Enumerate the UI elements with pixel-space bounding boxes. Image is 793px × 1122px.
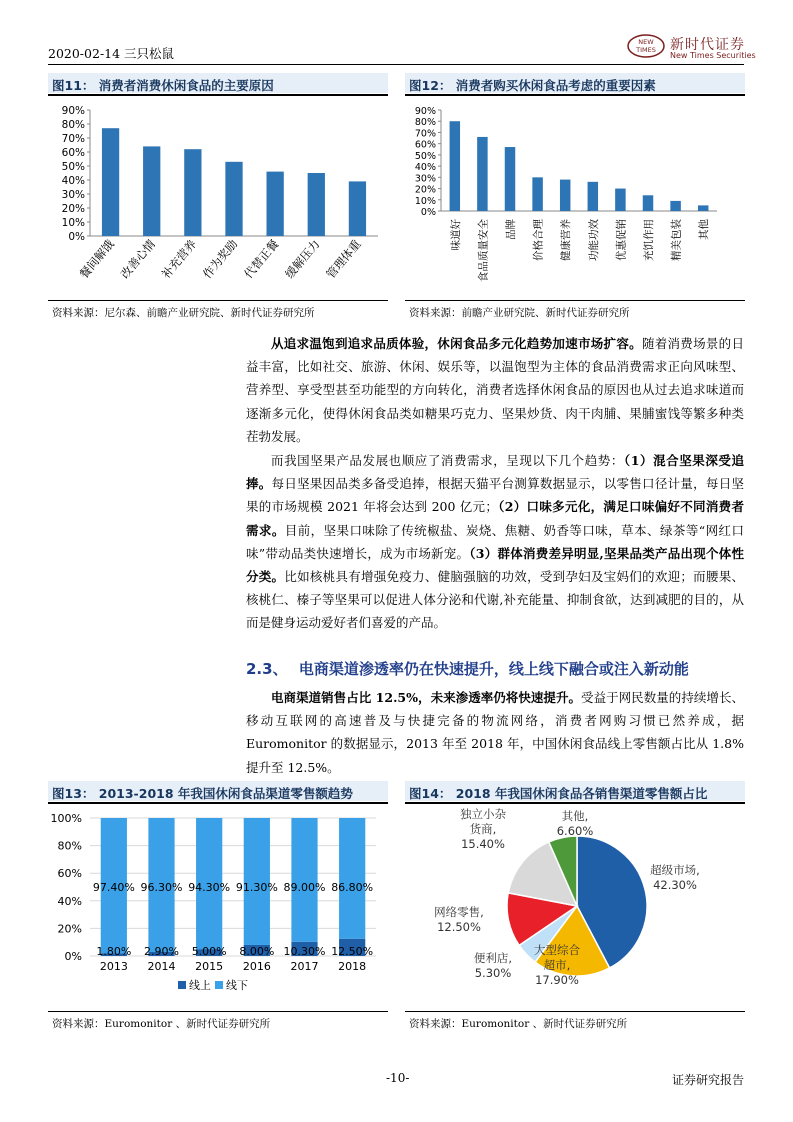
fig13-y-tick-label: 0%	[64, 950, 82, 963]
fig12-bar	[698, 205, 708, 211]
fig12-bar	[532, 177, 542, 211]
fig14-num: 图14：	[409, 786, 452, 801]
fig14-bottom-rule	[405, 1011, 745, 1012]
fig13-label-online: 5.00%	[191, 945, 227, 958]
fig12-bar	[560, 180, 570, 211]
fig14-slice-label: 便利店,	[473, 951, 513, 965]
fig13-label-online: 2.90%	[144, 945, 179, 958]
fig14-slice-label: 6.60%	[556, 824, 594, 838]
fig13-source: 资料来源：Euromonitor 、新时代证券研究所	[52, 1018, 271, 1030]
fig13-num: 图13：	[52, 786, 95, 801]
paragraph-3-bold: 电商渠道销售占比 12.5%，未来渗透率仍将快速提升。	[271, 690, 582, 705]
fig11-bar	[143, 146, 160, 236]
fig12-y-tick-label: 30%	[414, 173, 436, 185]
fig13-y-tick-label: 100%	[50, 812, 82, 825]
paragraph-3	[246, 686, 744, 779]
company-logo	[626, 33, 666, 59]
fig14-slice-label: 12.50%	[437, 920, 481, 934]
fig13-legend-label-online: 线上	[189, 979, 211, 992]
fig13-x-tick-label: 2013	[99, 960, 128, 973]
fig13-y-tick-label: 60%	[57, 867, 82, 881]
fig11-x-tick-label: 改善心情	[117, 236, 159, 282]
fig14-slice-label: 独立小杂	[460, 807, 506, 821]
fig14-slice-label: 17.90%	[535, 973, 579, 987]
fig12-y-tick-label: 70%	[414, 128, 436, 140]
paragraph-2-text-2: 每日坚果因品类多备受追捧，根据天猫平台测算数据显示，以零售口径计量，每日坚果的市场规模 2021 年将会达到 200 亿元；	[246, 476, 744, 515]
fig13-bottom-rule	[48, 1011, 388, 1012]
fig11-y-tick-label: 50%	[61, 161, 85, 173]
fig12-bar	[505, 147, 515, 211]
fig11-x-tick-label: 补充营养	[158, 236, 200, 282]
fig13-label-online: 8.00%	[239, 945, 275, 958]
fig11-y-tick-label: 70%	[61, 133, 85, 145]
fig13-label-online: 10.30%	[283, 945, 326, 958]
fig12-y-tick-label: 60%	[414, 139, 436, 151]
fig14-slice-label: 网络零售,	[434, 905, 484, 919]
fig12-x-tick-label: 品牌	[505, 219, 517, 240]
fig12-y-tick-label: 80%	[414, 117, 436, 129]
fig11-y-tick-label: 40%	[61, 175, 85, 187]
fig14-slice-label: 15.40%	[461, 837, 505, 851]
fig13-label-offline: 89.00%	[283, 881, 326, 894]
fig11-num: 图11：	[52, 78, 95, 93]
fig11-bar	[267, 172, 284, 236]
paragraph-2-text-4: 比如核桃具有增强免疫力、健脑强脑的功效，受到孕妇及宝妈们的欢迎；而腰果、核桃仁、榛子等坚果可以促进人体分泌和代谢,补充能量、抑制食欲，达到减肥的目的，从而是健身运动爱好者们喜爱的产品。	[246, 569, 744, 631]
fig11-bar	[308, 173, 325, 236]
fig13-x-tick-label: 2015	[195, 960, 224, 973]
fig11-y-tick-label: 80%	[61, 119, 85, 131]
fig13-x-tick-label: 2017	[290, 960, 319, 973]
fig13-x-tick-label: 2016	[242, 960, 271, 973]
logo-text-2: TIMES	[636, 46, 656, 54]
fig11-source: 资料来源：尼尔森、前瞻产业研究院、新时代证券研究所	[52, 307, 315, 319]
fig11-bar	[184, 149, 201, 236]
fig13-chart	[48, 804, 388, 1008]
section-heading	[246, 658, 689, 679]
fig12-title	[409, 76, 656, 94]
paragraph-2	[246, 449, 744, 635]
footer-report-label: 证券研究报告	[672, 1073, 745, 1087]
fig11-y-tick-label: 0%	[68, 231, 85, 243]
fig12-bar	[450, 121, 460, 211]
fig11-title-text: 消费者消费休闲食品的主要原因	[98, 78, 274, 93]
fig13-bar-offline	[339, 818, 365, 939]
fig13-label-online: 1.80%	[96, 945, 132, 958]
fig13-x-tick-label: 2014	[147, 960, 176, 973]
fig11-bar	[349, 181, 366, 236]
brand-name-en: New Times Securities	[670, 51, 756, 60]
paragraph-2-text-1: 而我国坚果产品发展也顺应了消费需求，呈现以下几个趋势：	[271, 453, 624, 468]
fig11-x-tick-label: 管理体重	[323, 236, 364, 282]
fig12-x-tick-label: 优惠促销	[615, 219, 628, 261]
fig14-title	[409, 784, 707, 802]
paragraph-2-bold-3: （3）群体消费差异明显,坚果品类产品出现个体性分类。	[246, 545, 744, 585]
fig12-y-tick-label: 0%	[420, 207, 436, 218]
brand-name-cn: 新时代证券	[670, 37, 745, 53]
fig11-x-tick-label: 作为奖励	[200, 236, 241, 282]
fig11-bar	[225, 162, 242, 236]
fig11-x-tick-label: 代替正餐	[241, 236, 282, 282]
fig13-title	[52, 784, 353, 802]
fig12-x-tick-label: 味道好	[449, 219, 462, 251]
header-rule	[48, 64, 744, 65]
fig13-title-text: 2013-2018 年我国休闲食品渠道零售额趋势	[98, 786, 353, 801]
fig12-x-tick-label: 充饥作用	[643, 219, 655, 261]
fig13-legend-swatch-offline	[215, 981, 223, 989]
fig11-y-tick-label: 20%	[61, 203, 85, 215]
paragraph-1	[246, 332, 744, 448]
fig14-source: 资料来源：Euromonitor 、新时代证券研究所	[409, 1018, 628, 1030]
fig12-x-tick-label: 食品质量安全	[477, 219, 490, 282]
paragraph-1-bold: 从追求温饱到追求品质体验，休闲食品多元化趋势加速市场扩容。	[271, 336, 642, 351]
fig12-x-tick-label: 健康营养	[560, 219, 573, 261]
fig12-y-tick-label: 40%	[414, 162, 436, 174]
fig12-num: 图12：	[409, 78, 452, 93]
fig12-y-tick-label: 90%	[414, 106, 436, 117]
fig13-y-tick-label: 20%	[57, 922, 82, 936]
fig14-slice-label: 货商,	[469, 822, 497, 836]
fig12-title-text: 消费者购买休闲食品考虑的重要因素	[455, 78, 656, 93]
fig12-y-tick-label: 50%	[414, 150, 436, 162]
fig14-slice-label: 超级市场,	[650, 863, 700, 877]
fig12-chart	[405, 96, 745, 296]
fig11-y-tick-label: 60%	[61, 147, 85, 159]
fig11-x-tick-label: 缓解压力	[282, 236, 323, 282]
fig13-y-tick-label: 40%	[57, 894, 82, 908]
fig13-label-offline: 86.80%	[331, 881, 374, 894]
fig12-y-tick-label: 10%	[414, 195, 436, 207]
fig14-slice-label: 超市,	[543, 958, 571, 972]
fig13-label-offline: 96.30%	[140, 881, 183, 894]
fig12-bottom-rule	[405, 300, 745, 301]
fig13-legend-label-offline: 线下	[226, 979, 248, 992]
fig13-label-online: 12.50%	[331, 945, 374, 958]
fig12-y-tick-label: 20%	[414, 184, 436, 196]
fig14-chart	[405, 804, 745, 1008]
fig12-bar	[477, 137, 487, 211]
fig11-y-tick-label: 30%	[61, 189, 85, 201]
page-number: -10-	[386, 1071, 410, 1085]
fig13-y-tick-label: 80%	[57, 839, 82, 853]
fig14-slice-label: 大型综合	[534, 943, 580, 957]
section-title: 电商渠道渗透率仍在快速提升，线上线下融合或注入新动能	[298, 660, 689, 678]
fig11-y-tick-label: 10%	[61, 217, 85, 229]
fig11-chart	[48, 96, 388, 296]
fig11-bar	[102, 128, 119, 236]
fig13-label-offline: 94.30%	[188, 881, 231, 894]
fig11-y-tick-label: 90%	[61, 105, 85, 117]
fig12-x-tick-label: 价格合理	[532, 219, 545, 261]
fig11-title	[52, 76, 274, 94]
fig12-x-tick-label: 精美包装	[670, 219, 683, 261]
fig14-title-text: 2018 年我国休闲食品各销售渠道零售额占比	[455, 786, 708, 801]
paragraph-2-bold-1: （1）混合坚果深受追捧。	[246, 453, 744, 492]
fig14-slice-label: 42.30%	[653, 878, 697, 892]
fig11-bottom-rule	[48, 300, 388, 301]
fig12-x-tick-label: 功能功效	[587, 219, 600, 261]
fig13-label-offline: 91.30%	[235, 881, 278, 894]
paragraph-2-bold-2: （2）口味多元化，满足口味偏好不同消费者需求。	[246, 499, 744, 538]
fig13-legend-swatch-online	[178, 981, 186, 989]
fig12-bar	[615, 189, 625, 211]
section-number: 2.3、	[246, 660, 288, 678]
fig11-x-tick-label: 餐间解饿	[76, 236, 117, 282]
fig13-x-tick-label: 2018	[338, 960, 367, 973]
fig12-source: 资料来源：前瞻产业研究院、新时代证券研究所	[409, 307, 630, 319]
fig12-bar	[643, 195, 653, 211]
fig12-bar	[670, 201, 680, 211]
logo-text-1: NEW	[638, 38, 654, 46]
paragraph-3-text: 受益于网民数量的持续增长、移动互联网的高速普及与快捷完备的物流网络，消费者网购习惯已然养成，据 Euromonitor 的数据显示，2013 年至 2018 年，中国休闲食品线上零售额占比从 1.8%提升至 12.5%。	[246, 690, 744, 775]
fig13-bar-offline	[291, 818, 317, 942]
fig12-x-tick-label: 其他	[698, 219, 711, 240]
header-date-company: 2020-02-14 三只松鼠	[48, 46, 175, 61]
paragraph-1-text: 随着消费场景的日益丰富，比如社交、旅游、休闲、娱乐等，以温饱型为主体的食品消费需求正向风味型、营养型、享受型甚至功能型的方向转化，消费者选择休闲食品的原因也从过去追求味道而逐渐多元化，使得休闲食品类如糖果巧克力、坚果炒货、肉干肉脯、果脯蜜饯等繁多种类茬勃发展。	[246, 336, 744, 444]
fig14-slice-label: 其他,	[561, 809, 589, 823]
fig13-label-offline: 97.40%	[92, 881, 135, 894]
fig14-slice-label: 5.30%	[474, 966, 512, 980]
fig12-bar	[588, 182, 598, 211]
paragraph-2-text-3: 目前，坚果口味除了传统椒盐、炭烧、焦糖、奶香等口味，草本、绿茶等“网红口味”带动品类快速增长，成为市场新宠。	[246, 522, 744, 561]
